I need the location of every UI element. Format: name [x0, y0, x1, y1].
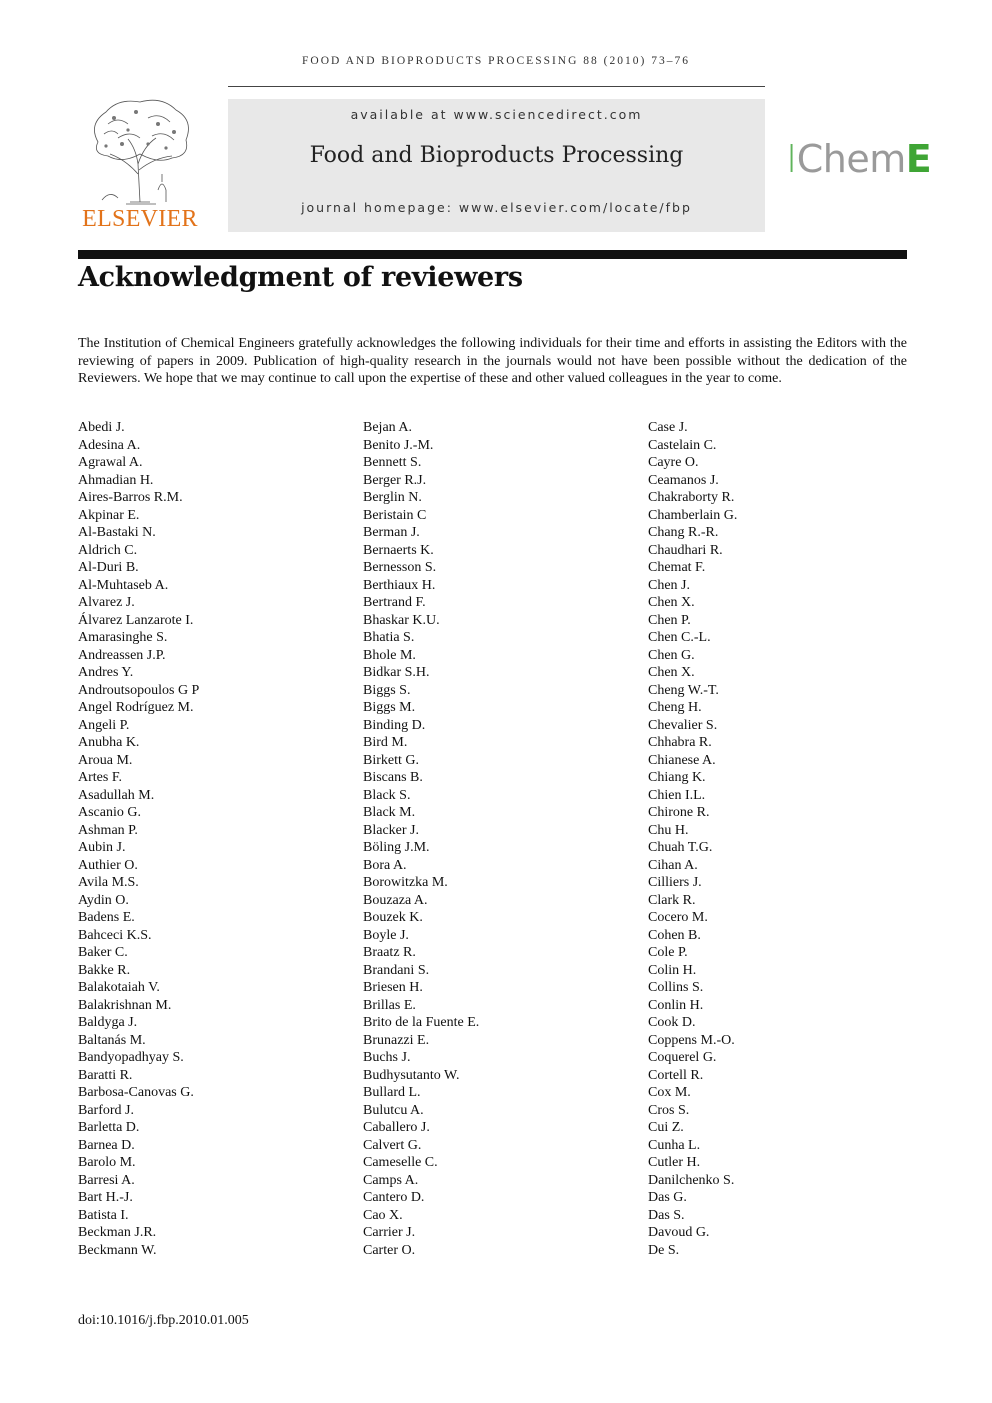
reviewer-name: Cilliers J. — [648, 875, 702, 890]
reviewer-name: Caballero J. — [363, 1120, 430, 1135]
reviewer-name: Bandyopadhyay S. — [78, 1050, 184, 1065]
reviewer-name: Angeli P. — [78, 717, 130, 733]
reviewer-name: Ascanio G. — [78, 805, 141, 820]
icheme-logo-middle: Chem — [796, 137, 906, 181]
reviewer-name: Avila M.S. — [78, 875, 139, 890]
reviewer-name: Álvarez Lanzarote I. — [78, 612, 194, 628]
reviewer-name: Collins S. — [648, 980, 704, 995]
reviewer-name: Castelain C. — [648, 437, 717, 453]
elsevier-logo — [78, 94, 202, 232]
reviewer-name: Chemat F. — [648, 560, 706, 575]
reviewer-name: Anubha K. — [78, 735, 140, 750]
reviewer-name: Cayre O. — [648, 455, 699, 470]
reviewer-name: Ceamanos J. — [648, 472, 719, 488]
reviewer-name: Cihan A. — [648, 857, 698, 873]
reviewer-name: Buchs J. — [363, 1050, 411, 1065]
reviewer-name: Briesen H. — [363, 980, 423, 995]
reviewer-name: Black M. — [363, 805, 416, 820]
reviewer-name: Asadullah M. — [78, 787, 155, 803]
reviewer-column-3 — [648, 419, 737, 1259]
reviewer-name: Al-Bastaki N. — [78, 525, 156, 540]
reviewer-name: Balakrishnan M. — [78, 997, 172, 1013]
reviewer-name: Black S. — [363, 787, 411, 803]
reviewer-name: Borowitzka M. — [363, 875, 448, 890]
reviewer-name: Cao X. — [363, 1207, 403, 1223]
reviewer-name: Chien I.L. — [648, 787, 706, 803]
reviewer-name: Berman J. — [363, 525, 420, 540]
doi-text[interactable]: doi:10.1016/j.fbp.2010.01.005 — [78, 1313, 249, 1328]
journal-homepage-text[interactable]: journal homepage: www.elsevier.com/locate/fbp — [301, 200, 692, 215]
reviewer-name: Cheng H. — [648, 700, 702, 715]
reviewer-name: Bhole M. — [363, 647, 416, 663]
reviewer-name: Cantero D. — [363, 1190, 425, 1205]
reviewer-name: Authier O. — [78, 857, 138, 873]
header-rule — [228, 86, 765, 87]
reviewer-name: Cohen B. — [648, 927, 701, 943]
reviewer-name: Baltanás M. — [78, 1032, 146, 1048]
reviewer-name: Cole P. — [648, 945, 688, 960]
reviewer-name: Chu H. — [648, 822, 689, 838]
journal-banner — [228, 99, 765, 232]
reviewer-name: Carrier J. — [363, 1225, 416, 1240]
reviewer-name: De S. — [648, 1242, 680, 1258]
reviewer-name: Binding D. — [363, 717, 426, 733]
reviewer-name: Barresi A. — [78, 1172, 135, 1188]
reviewer-name: Chen C.-L. — [648, 630, 711, 645]
icheme-logo — [786, 138, 931, 180]
reviewer-name: Budhysutanto W. — [363, 1067, 460, 1083]
reviewer-name: Bernesson S. — [363, 560, 437, 575]
reviewer-name: Agrawal A. — [78, 455, 143, 470]
publisher-name: ELSEVIER — [82, 206, 198, 232]
reviewer-name: Chen P. — [648, 612, 691, 628]
reviewer-name: Davoud G. — [648, 1225, 710, 1240]
reviewer-name: Barletta D. — [78, 1120, 140, 1135]
reviewer-name: Calvert G. — [363, 1137, 422, 1153]
reviewer-name: Bulutcu A. — [363, 1102, 424, 1118]
reviewer-name: Bora A. — [363, 857, 407, 873]
reviewer-name: Case J. — [648, 420, 688, 435]
reviewer-name: Al-Muhtaseb A. — [78, 577, 169, 593]
icheme-logo-bar: I — [786, 137, 797, 181]
reviewer-name: Chen G. — [648, 647, 695, 663]
reviewer-name: Chiang K. — [648, 770, 706, 785]
reviewer-name: Adesina A. — [78, 437, 141, 453]
reviewer-name: Chen J. — [648, 577, 690, 593]
reviewer-name: Alvarez J. — [78, 595, 135, 610]
reviewer-name: Beckman J.R. — [78, 1225, 157, 1240]
reviewer-name: Boyle J. — [363, 927, 409, 943]
intro-paragraph: The Institution of Chemical Engineers gratefully acknowledges the following individuals for their time and efforts in assisting the Editors with the reviewing of papers in 2009. Publication of high-quality research in the journals would not have been possible without the dedication of the Reviewers. We hope that we may continue to call upon the expertise of these and other valued colleagues in the year to come. — [78, 336, 907, 386]
reviewer-name: Ashman P. — [78, 822, 138, 838]
reviewer-name: Chhabra R. — [648, 735, 712, 750]
article-title: Acknowledgment of reviewers — [78, 262, 523, 293]
reviewer-name: Bouzek K. — [363, 910, 423, 925]
reviewer-name: Coppens M.-O. — [648, 1032, 735, 1048]
reviewer-name: Cook D. — [648, 1015, 696, 1030]
reviewer-name: Bennett S. — [363, 455, 422, 470]
reviewer-column-2 — [363, 419, 479, 1259]
reviewer-name: Barford J. — [78, 1102, 134, 1118]
reviewer-name: Bart H.-J. — [78, 1190, 133, 1205]
reviewer-name: Barbosa-Canovas G. — [78, 1085, 194, 1100]
reviewer-name: Birkett G. — [363, 752, 419, 768]
reviewer-name: Chang R.-R. — [648, 525, 719, 540]
reviewer-name: Abedi J. — [78, 420, 125, 435]
reviewer-name: Chakraborty R. — [648, 490, 735, 505]
reviewer-column-1 — [78, 419, 199, 1259]
running-head: FOOD AND BIOPRODUCTS PROCESSING 88 (2010) 73–76 — [302, 55, 690, 67]
reviewer-name: Aires-Barros R.M. — [78, 490, 183, 505]
reviewer-name: Amarasinghe S. — [78, 630, 168, 645]
elsevier-tree-icon — [78, 94, 202, 206]
reviewer-name: Bhatia S. — [363, 630, 415, 645]
reviewer-name: Bernaerts K. — [363, 542, 434, 558]
reviewer-name: Biscans B. — [363, 770, 423, 785]
reviewer-name: Berthiaux H. — [363, 577, 436, 593]
available-at-text[interactable]: available at www.sciencedirect.com — [350, 107, 643, 122]
reviewer-name: Androutsopoulos G P — [78, 682, 200, 698]
reviewer-name: Bertrand F. — [363, 595, 426, 610]
reviewer-name: Cutler H. — [648, 1155, 701, 1170]
reviewer-name: Beckmann W. — [78, 1242, 157, 1258]
reviewer-name: Aydin O. — [78, 892, 129, 908]
reviewer-name: Brandani S. — [363, 962, 430, 978]
reviewer-name: Bhaskar K.U. — [363, 612, 440, 628]
reviewer-name: Chuah T.G. — [648, 840, 713, 855]
reviewer-name: Chevalier S. — [648, 717, 718, 733]
reviewer-name: Brillas E. — [363, 997, 416, 1013]
reviewer-name: Artes F. — [78, 770, 122, 785]
reviewer-name: Carter O. — [363, 1242, 416, 1258]
reviewer-name: Bakke R. — [78, 962, 131, 978]
reviewer-name: Al-Duri B. — [78, 560, 139, 575]
reviewer-name: Blacker J. — [363, 822, 419, 838]
reviewer-name: Brunazzi E. — [363, 1032, 430, 1048]
reviewer-name: Colin H. — [648, 962, 697, 978]
reviewer-name: Cheng W.-T. — [648, 682, 719, 698]
reviewer-name: Angel Rodríguez M. — [78, 700, 194, 715]
reviewer-name: Ahmadian H. — [78, 472, 154, 488]
reviewer-name: Akpinar E. — [78, 507, 140, 523]
reviewer-name: Braatz R. — [363, 945, 416, 960]
reviewer-name: Clark R. — [648, 892, 696, 908]
reviewer-name: Cameselle C. — [363, 1155, 438, 1170]
reviewer-name: Berglin N. — [363, 490, 422, 505]
reviewer-name: Baratti R. — [78, 1067, 133, 1083]
reviewer-name: Cortell R. — [648, 1067, 704, 1083]
reviewer-name: Chen X. — [648, 665, 695, 680]
reviewer-name: Chirone R. — [648, 805, 710, 820]
reviewer-name: Andres Y. — [78, 665, 134, 680]
reviewer-name: Biggs S. — [363, 682, 411, 698]
title-rule — [78, 250, 907, 259]
reviewer-name: Bullard L. — [363, 1085, 421, 1100]
reviewer-name: Bejan A. — [363, 420, 412, 435]
reviewer-name: Balakotaiah V. — [78, 980, 160, 995]
reviewer-name: Coquerel G. — [648, 1050, 717, 1065]
reviewer-name: Cox M. — [648, 1085, 691, 1100]
reviewer-name: Berger R.J. — [363, 472, 427, 488]
reviewer-name: Biggs M. — [363, 700, 416, 715]
reviewer-name: Bird M. — [363, 735, 408, 750]
icheme-logo-end: E — [905, 137, 932, 181]
reviewer-name: Aroua M. — [78, 752, 133, 768]
reviewer-name: Bidkar S.H. — [363, 665, 430, 680]
reviewer-name: Cui Z. — [648, 1120, 684, 1135]
reviewer-name: Barolo M. — [78, 1155, 136, 1170]
reviewer-name: Andreassen J.P. — [78, 647, 166, 663]
reviewer-name: Das G. — [648, 1190, 687, 1205]
reviewer-name: Benito J.-M. — [363, 437, 434, 453]
reviewer-name: Bahceci K.S. — [78, 927, 152, 943]
reviewer-name: Cunha L. — [648, 1137, 701, 1153]
reviewer-name: Beristain C — [363, 507, 427, 523]
reviewer-name: Chianese A. — [648, 752, 716, 768]
reviewer-name: Danilchenko S. — [648, 1172, 735, 1188]
reviewer-name: Chamberlain G. — [648, 507, 738, 523]
reviewer-name: Badens E. — [78, 910, 135, 925]
reviewer-name: Chen X. — [648, 595, 695, 610]
reviewer-name: Barnea D. — [78, 1137, 135, 1153]
reviewer-name: Aldrich C. — [78, 542, 138, 558]
reviewer-name: Cros S. — [648, 1102, 690, 1118]
reviewer-name: Brito de la Fuente E. — [363, 1015, 480, 1030]
reviewer-name: Das S. — [648, 1207, 685, 1223]
journal-title: Food and Bioproducts Processing — [309, 143, 684, 168]
reviewer-name: Bouzaza A. — [363, 892, 428, 908]
reviewer-name: Camps A. — [363, 1172, 419, 1188]
reviewer-name: Aubin J. — [78, 840, 126, 855]
reviewer-name: Böling J.M. — [363, 840, 430, 855]
reviewer-name: Batista I. — [78, 1207, 129, 1223]
reviewer-name: Baker C. — [78, 945, 128, 960]
reviewer-name: Baldyga J. — [78, 1015, 138, 1030]
reviewer-name: Conlin H. — [648, 997, 704, 1013]
reviewer-name: Chaudhari R. — [648, 542, 723, 558]
reviewer-name: Cocero M. — [648, 910, 708, 925]
